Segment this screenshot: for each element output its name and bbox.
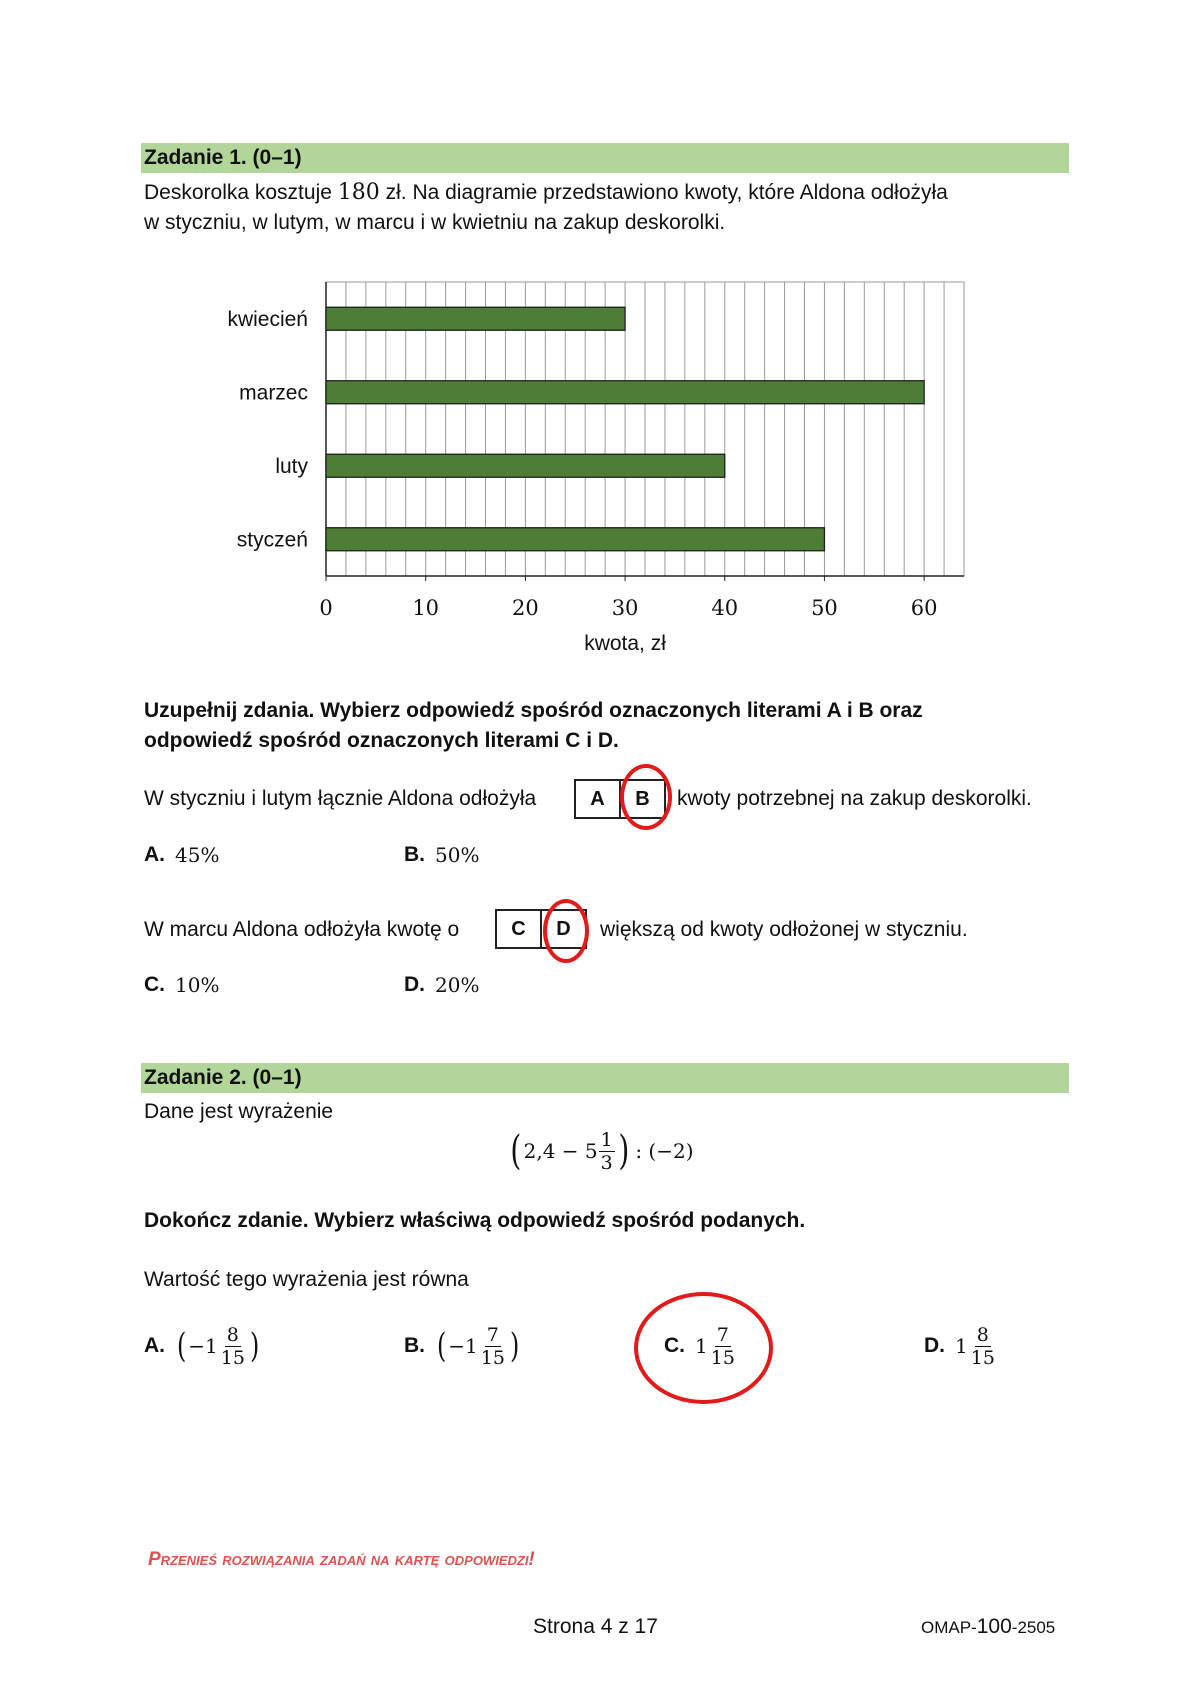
expression-part-a: 2,4 − 5: [523, 1139, 598, 1163]
x-tick-label: 30: [611, 596, 639, 620]
x-axis-label: kwota, zł: [584, 632, 666, 655]
choice-c[interactable]: C: [511, 918, 526, 940]
option-a[interactable]: [144, 843, 219, 867]
answer-mark-c: [634, 1292, 773, 1404]
category-label: marzec: [239, 381, 308, 405]
sentence2-before: W marcu Aldona odłożyła kwotę o: [144, 918, 460, 941]
task1-instruction-line1: Uzupełnij zdania. Wybierz odpowiedź spośród oznaczonych literami A i B oraz: [144, 699, 923, 722]
option-b[interactable]: [404, 843, 479, 867]
choice-a[interactable]: A: [590, 788, 605, 810]
task2-option-b-fraction: $\frac{7}{15}$: [480, 1323, 505, 1369]
task2-option-d-fraction: $\frac{8}{15}$: [970, 1323, 995, 1369]
task1-price: 180: [337, 180, 380, 205]
option-b-label: B.: [404, 843, 425, 866]
task1-header: Zadanie 1. (0–1): [141, 143, 1069, 173]
page-number: Strona 4 z 17: [533, 1615, 658, 1638]
category-label: kwiecień: [227, 307, 308, 331]
x-tick-label: 50: [811, 596, 838, 620]
task2-option-a-label: A.: [144, 1334, 165, 1357]
task2-option-d[interactable]: [924, 1318, 998, 1374]
x-tick-label: 60: [910, 596, 938, 620]
option-d-value: 20%: [435, 973, 480, 997]
task2-option-c-label: C.: [664, 1334, 685, 1357]
option-c-value: 10%: [175, 973, 220, 997]
choice-b[interactable]: B: [619, 781, 664, 817]
task2-option-c-fraction: $\frac{7}{15}$: [710, 1323, 735, 1369]
x-tick-label: 10: [412, 596, 440, 620]
expression-part-b: : (−2): [635, 1139, 694, 1163]
task1-instruction-line2: odpowiedź spośród oznaczonych literami C i D.: [144, 729, 619, 752]
bar: [326, 454, 725, 477]
expression-fraction: $\frac{1}{3}$: [600, 1128, 613, 1174]
x-tick-label: 20: [512, 596, 539, 620]
task1-intro-text-a: Deskorolka kosztuje: [144, 181, 332, 204]
task2-option-b-whole: −1: [448, 1334, 478, 1358]
bar: [326, 528, 824, 551]
option-b-value: 50%: [435, 843, 480, 867]
answer-mark-b: [620, 764, 672, 830]
option-c[interactable]: [144, 973, 219, 997]
task1-intro-line2: w styczniu, w lutym, w marcu i w kwietniu na zakup deskorolki.: [144, 211, 726, 234]
exam-code: OMAP-100-2505: [921, 1615, 1056, 1638]
category-label: styczeń: [236, 528, 308, 552]
option-d[interactable]: [404, 973, 479, 997]
x-tick-label: 40: [711, 596, 739, 620]
task2-option-a-fraction: $\frac{8}{15}$: [220, 1323, 245, 1369]
sentence2-after: większą od kwoty odłożonej w styczniu.: [600, 918, 968, 941]
bar: [326, 307, 625, 330]
task2-option-b[interactable]: B. ( −1 $\frac{7}{15}$ ): [404, 1323, 520, 1369]
task2-option-c-whole: 1: [695, 1334, 708, 1358]
task2-instruction: Dokończ zdanie. Wybierz właściwą odpowiedź spośród podanych.: [144, 1209, 806, 1232]
x-tick-label: 0: [319, 596, 333, 620]
task2-sentence: Wartość tego wyrażenia jest równa: [144, 1268, 469, 1291]
bar: [326, 381, 924, 404]
task2-option-a-whole: −1: [188, 1334, 218, 1358]
expression: ( 2,4 − 5 $\frac{1}{3}$ ) : (−2): [510, 1128, 694, 1174]
task2-option-d-whole: 1: [955, 1334, 968, 1358]
bar-chart: [0, 0, 1200, 680]
transfer-notice: Przenieś rozwiązania zadań na kartę odpowiedzi!: [148, 1549, 535, 1570]
task2-header: Zadanie 2. (0–1): [141, 1063, 1069, 1093]
answer-mark-d: [543, 899, 589, 963]
task2-option-a[interactable]: A. ( −1 $\frac{8}{15}$ ): [144, 1323, 260, 1369]
choice-d[interactable]: D: [540, 911, 585, 947]
option-c-label: C.: [144, 973, 165, 996]
option-a-value: 45%: [175, 843, 220, 867]
task2-option-d-label: D.: [924, 1334, 945, 1357]
sentence1-before: W styczniu i lutym łącznie Aldona odłożyła: [144, 787, 537, 810]
sentence1-after: kwoty potrzebnej na zakup deskorolki.: [677, 787, 1032, 810]
category-label: luty: [275, 454, 308, 478]
task2-intro: Dane jest wyrażenie: [144, 1100, 334, 1123]
task2-option-b-label: B.: [404, 1334, 425, 1357]
task1-intro-text-b: zł. Na diagramie przedstawiono kwoty, które Aldona odłożyła: [385, 181, 948, 204]
option-a-label: A.: [144, 843, 165, 866]
option-d-label: D.: [404, 973, 425, 996]
